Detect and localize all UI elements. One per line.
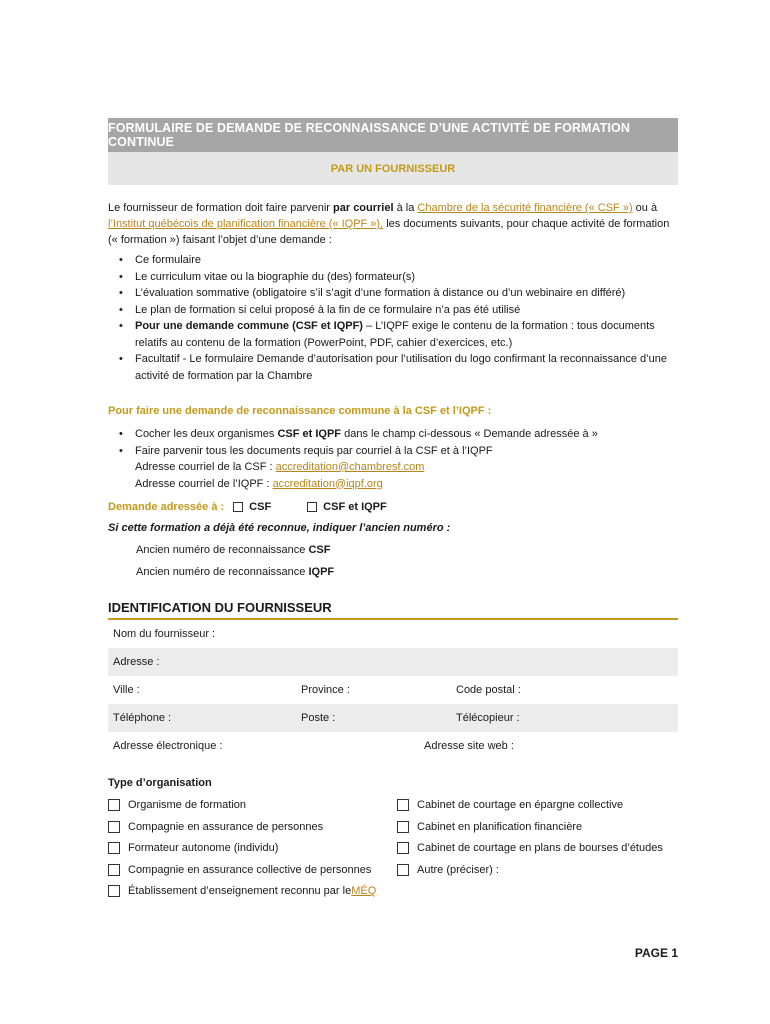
iqpf-link[interactable]: l’Institut québécois de planification financière (« IQPF »), xyxy=(108,218,384,230)
org-option-freelance[interactable] xyxy=(108,840,278,856)
intro-paragraph xyxy=(108,200,678,248)
intro-bold: par courriel xyxy=(333,202,394,214)
documents-list xyxy=(108,252,678,384)
email-iqpf-label: Adresse courriel de l’IQPF : xyxy=(135,477,273,490)
org-option-label: Établissement d’enseignement reconnu par le xyxy=(128,885,352,897)
checkbox[interactable] xyxy=(397,821,409,833)
org-option-savings-brokerage[interactable] xyxy=(397,797,623,813)
province-label: Province : xyxy=(301,684,350,696)
checkbox[interactable] xyxy=(108,821,120,833)
checkbox-csf-iqpf[interactable] xyxy=(307,502,317,512)
org-option-label: Formateur autonome (individu) xyxy=(128,842,279,854)
list-item: • Facultatif - Le formulaire Demande d’autorisation pour l’utilisation du logo confirmant la reconnaissance d’une activité de formation par la Chambre xyxy=(108,351,678,384)
supplier-name-row[interactable] xyxy=(108,620,678,648)
supplier-section-title: IDENTIFICATION DU FOURNISSEUR xyxy=(108,600,332,615)
phone-row[interactable] xyxy=(108,704,678,732)
supplier-name-label: Nom du fournisseur : xyxy=(113,628,216,640)
page-number xyxy=(635,946,678,960)
prior-csf-field[interactable] xyxy=(136,544,330,556)
joint-request-list xyxy=(108,426,678,492)
page-number-value: 1 xyxy=(671,946,678,960)
org-option-label: Autre (préciser) : xyxy=(417,864,499,876)
common-request-bold: Pour une demande commune (CSF et IQPF) xyxy=(135,320,363,332)
option-csf-iqpf-label: CSF et IQPF xyxy=(323,501,387,513)
org-option-planning-firm[interactable] xyxy=(397,819,582,835)
org-option-label: Compagnie en assurance de personnes xyxy=(128,821,324,833)
email-csf-link[interactable]: accreditation@chambresf.com xyxy=(275,461,425,473)
list-item xyxy=(108,426,678,443)
joint-item1-bold: CSF et IQPF xyxy=(277,428,342,440)
option-csf-label: CSF xyxy=(249,501,272,513)
org-option-school[interactable] xyxy=(108,883,376,899)
org-option-label: Cabinet de courtage en épargne collective xyxy=(417,799,624,811)
prior-iqpf-bold: IQPF xyxy=(308,566,335,578)
org-option-label: Cabinet en planification financière xyxy=(417,821,583,833)
addressed-to-row xyxy=(108,501,387,513)
intro-text-3: ou à xyxy=(632,202,658,214)
org-option-training[interactable] xyxy=(108,797,246,813)
checkbox[interactable] xyxy=(397,864,409,876)
org-option-other[interactable] xyxy=(397,862,499,878)
address-label: Adresse : xyxy=(113,656,160,668)
list-item: • Le curriculum vitae ou la biographie du (des) formateur(s) xyxy=(108,269,678,286)
list-item: • L’évaluation sommative (obligatoire s’il s’agit d’une formation à distance ou d’un webinaire en différé) xyxy=(108,285,678,302)
prior-iqpf-field[interactable] xyxy=(136,566,334,578)
website-label: Adresse site web : xyxy=(424,740,514,752)
prior-number-note: Si cette formation a déjà été reconnue, indiquer l’ancien numéro : xyxy=(108,522,451,534)
list-item xyxy=(108,443,678,493)
postal-code-label: Code postal : xyxy=(456,684,521,696)
csf-link[interactable]: Chambre de la sécurité financière (« CSF ») xyxy=(417,202,633,214)
checkbox[interactable] xyxy=(397,842,409,854)
checkbox-csf[interactable] xyxy=(233,502,243,512)
org-type-title: Type d’organisation xyxy=(108,777,212,789)
extension-label: Poste : xyxy=(301,712,336,724)
email-iqpf-link[interactable]: accreditation@iqpf.org xyxy=(272,477,383,490)
email-csf-label: Adresse courriel de la CSF : xyxy=(135,461,276,473)
intro-text-4: les documents suivants, pour chaque activité de formation (« formation ») faisant l’objet d’une demande : xyxy=(108,218,670,246)
email-label: Adresse électronique : xyxy=(113,740,223,752)
list-item: • Le plan de formation si celui proposé à la fin de ce formulaire n’a pas été utilisé xyxy=(108,302,678,319)
org-option-group-insurance[interactable] xyxy=(108,862,371,878)
common-request-text: – L’IQPF exige le contenu de la formation : tous documents relatifs au contenu de la formation (PowerPoint, PDF, cahier d’exercices, etc.) xyxy=(135,320,655,349)
prior-csf-label: Ancien numéro de reconnaissance xyxy=(136,544,309,556)
list-item: • Ce formulaire xyxy=(108,252,678,269)
org-option-label: Compagnie en assurance collective de personnes xyxy=(128,864,372,876)
org-option-scholarship-brokerage[interactable] xyxy=(397,840,663,856)
meq-link[interactable]: MÉQ xyxy=(351,885,377,897)
checkbox[interactable] xyxy=(108,842,120,854)
page-label: PAGE xyxy=(634,946,672,960)
org-option-insurance[interactable] xyxy=(108,819,323,835)
joint-item1-text: Cocher les deux organismes xyxy=(135,428,278,440)
form-title: FORMULAIRE DE DEMANDE DE RECONNAISSANCE D’UNE ACTIVITÉ DE FORMATION CONTINUE xyxy=(108,118,678,152)
prior-iqpf-label: Ancien numéro de reconnaissance xyxy=(136,566,309,578)
org-option-label: Cabinet de courtage en plans de bourses d’études xyxy=(417,842,663,854)
list-item xyxy=(108,318,678,351)
city-label: Ville : xyxy=(113,684,140,696)
addressed-to-label: Demande adressée à : xyxy=(108,501,225,513)
fax-label: Télécopieur : xyxy=(456,712,520,724)
joint-request-heading: Pour faire une demande de reconnaissance commune à la CSF et l’IQPF : xyxy=(108,405,492,417)
address-row[interactable] xyxy=(108,648,678,676)
form-subtitle: PAR UN FOURNISSEUR xyxy=(108,152,678,185)
joint-item1-text-2: dans le champ ci-dessous « Demande adressée à » xyxy=(341,428,598,440)
phone-label: Téléphone : xyxy=(113,712,172,724)
checkbox[interactable] xyxy=(397,799,409,811)
prior-csf-bold: CSF xyxy=(308,544,331,556)
city-row[interactable] xyxy=(108,676,678,704)
checkbox[interactable] xyxy=(108,885,120,897)
intro-text-2: à la xyxy=(393,202,418,214)
joint-item2-text: Faire parvenir tous les documents requis par courriel à la CSF et à l’IQPF xyxy=(135,444,493,457)
org-option-label: Organisme de formation xyxy=(128,799,246,811)
checkbox[interactable] xyxy=(108,799,120,811)
intro-text-1: Le fournisseur de formation doit faire parvenir xyxy=(108,202,334,214)
web-row[interactable] xyxy=(108,732,678,760)
checkbox[interactable] xyxy=(108,864,120,876)
